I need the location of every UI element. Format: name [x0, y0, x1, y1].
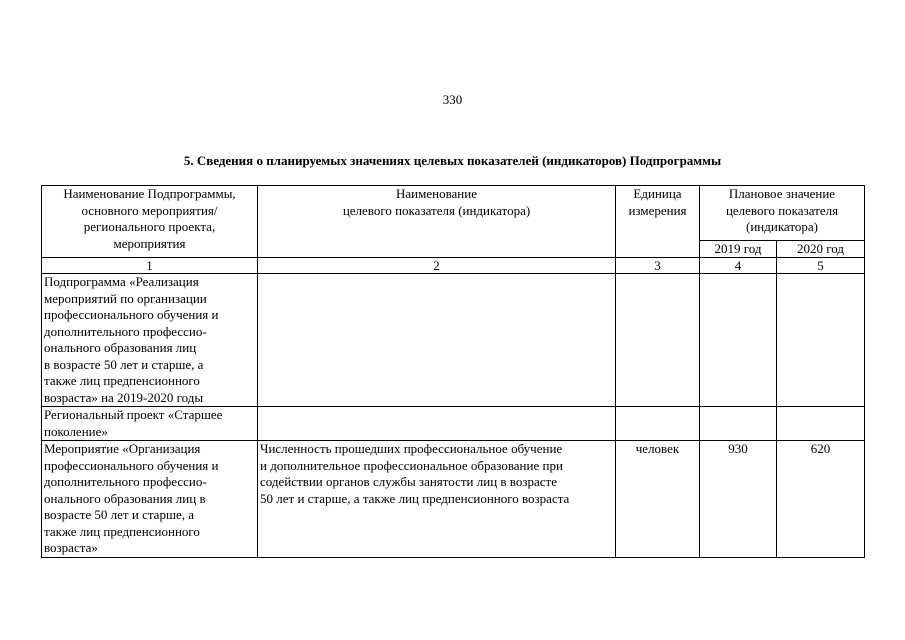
name-line: мероприятий по организации [44, 290, 207, 306]
regional-project-name-cell [42, 407, 258, 441]
indicator-line: содействии органов службы занятости лиц в возрасте [260, 474, 557, 489]
name-line: поколение» [44, 423, 108, 439]
name-line: возраста» на 2019-2020 годы [44, 389, 204, 405]
name-line: онального образования лиц в [44, 490, 206, 506]
table-row-subprogram [42, 274, 865, 407]
header-planned-line: Плановое значение [728, 186, 836, 201]
name-line: в возрасте 50 лет и старше, а [44, 356, 204, 372]
name-line: Подпрограмма «Реализация [44, 274, 199, 289]
name-line: профессионального обучения и [44, 307, 219, 322]
table-row-activity [42, 441, 865, 558]
table-row-regional-project [42, 407, 865, 441]
header-name-cell [42, 186, 258, 258]
header-unit-line: измерения [628, 202, 687, 218]
empty-cell [616, 274, 700, 407]
header-name-line: основного мероприятия/ [81, 202, 218, 218]
empty-cell [258, 274, 616, 407]
column-number: 5 [777, 258, 865, 274]
subprogram-name-cell [42, 274, 258, 407]
empty-cell [258, 407, 616, 441]
header-planned-cell [700, 186, 865, 241]
empty-cell [700, 407, 777, 441]
header-name-line: регионального проекта, [83, 219, 216, 234]
header-year-2019: 2019 год [700, 241, 777, 258]
column-number: 1 [42, 258, 258, 274]
column-number: 4 [700, 258, 777, 274]
unit-cell: человек [616, 441, 700, 558]
value-2019-cell: 930 [700, 441, 777, 558]
section-title: 5. Сведения о планируемых значениях целевых показателей (индикаторов) Подпрограммы [183, 153, 722, 168]
indicator-line: Численность прошедших профессиональное обучение [260, 441, 563, 456]
indicator-line: и дополнительное профессиональное образование при [260, 457, 563, 473]
header-indicator-line: целевого показателя (индикатора) [342, 202, 531, 218]
header-indicator-line: Наименование [396, 186, 477, 201]
header-unit-cell [616, 186, 700, 258]
empty-cell [777, 407, 865, 441]
name-line: дополнительного профессио- [44, 323, 207, 339]
indicator-cell [258, 441, 616, 558]
header-indicator-cell [258, 186, 616, 258]
indicator-line: 50 лет и старше, а также лиц предпенсионного возраста [260, 490, 570, 506]
name-line: возрасте 50 лет и старше, а [44, 507, 195, 522]
name-line: Мероприятие «Организация [44, 441, 201, 456]
name-line: Региональный проект «Старшее [44, 407, 223, 422]
header-name-line: Наименование Подпрограммы, [63, 186, 236, 201]
value-2020-cell: 620 [777, 441, 865, 558]
name-line: также лиц предпенсионного [44, 373, 200, 388]
empty-cell [777, 274, 865, 407]
header-name-line: мероприятия [113, 235, 186, 251]
empty-cell [616, 407, 700, 441]
name-line: профессионального обучения и [44, 457, 219, 473]
empty-cell [700, 274, 777, 407]
column-number: 3 [616, 258, 700, 274]
column-number: 2 [258, 258, 616, 274]
name-line: онального образования лиц [44, 340, 197, 355]
activity-name-cell [42, 441, 258, 558]
name-line: дополнительного профессио- [44, 474, 207, 489]
name-line: также лиц предпенсионного [44, 523, 200, 539]
indicators-table [41, 185, 865, 558]
name-line: возраста» [44, 540, 98, 555]
header-unit-line: Единица [633, 186, 682, 201]
page-number: 330 [442, 92, 463, 107]
header-year-2020: 2020 год [777, 241, 865, 258]
header-planned-line: (индикатора) [746, 219, 818, 234]
header-planned-line: целевого показателя [725, 202, 839, 218]
